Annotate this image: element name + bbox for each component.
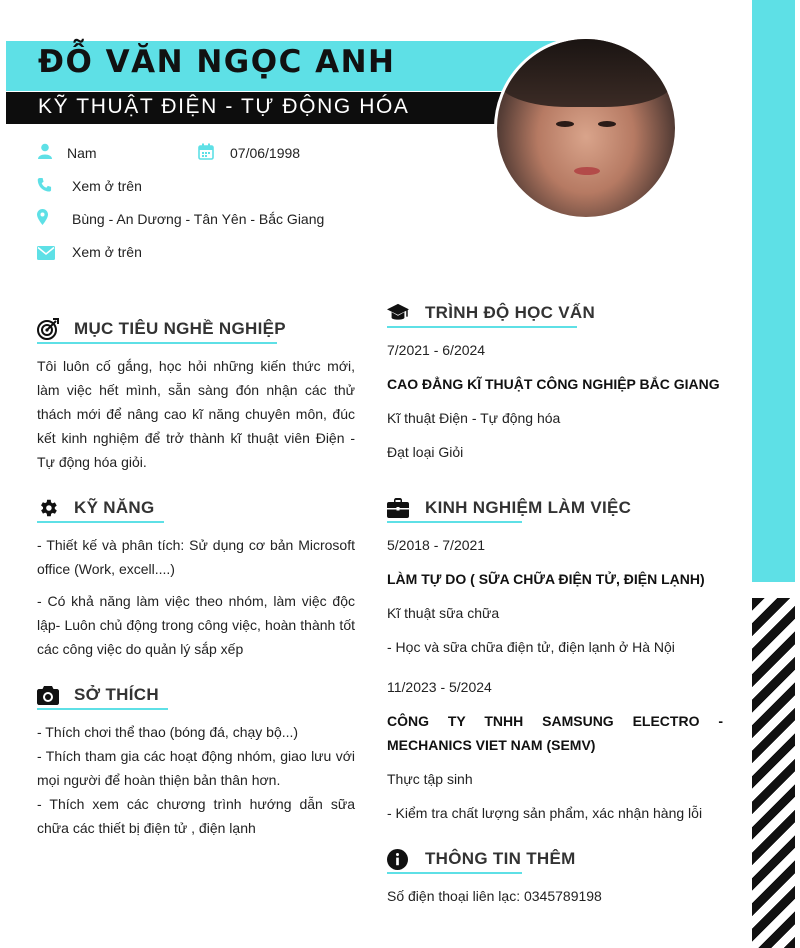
skills-title: KỸ NĂNG [74,498,155,517]
graduation-cap-icon [387,302,409,324]
extra-underline [387,872,522,874]
hobby-item: - Thích chơi thể thao (bóng đá, chạy bộ...) [37,724,299,740]
hobbies-underline [37,708,168,710]
mail-icon [37,246,55,260]
birthdate: 07/06/1998 [230,145,301,161]
job-description: - Kiểm tra chất lượng sản phẩm, xác nhận hàng lỗi [387,805,703,821]
right-accent-bar [752,0,795,582]
job-description: - Học và sữa chữa điện tử, điện lạnh ở Hà Nội [387,639,675,655]
striped-decoration [752,598,795,948]
job-company: CÔNG TY TNHH SAMSUNG ELECTRO - MECHANICS VIET NAM (SEMV) [387,713,723,753]
skill-item: - Có khả năng làm việc theo nhóm, làm việc độc lập- Luôn chủ động trong công việc, hoàn thành tốt các công việc do quản lý sắp xếp [37,593,355,657]
education-period: 7/2021 - 6/2024 [387,342,486,358]
job-title: KỸ THUẬT ĐIỆN - TỰ ĐỘNG HÓA [38,95,410,118]
hobby-item: - Thích tham gia các hoạt động nhóm, giao lưu với mọi người để hoàn thiện bản thân hơn. [37,748,355,788]
camera-icon [37,685,59,705]
job-role: Thực tập sinh [387,771,473,787]
skill-item: - Thiết kế và phân tích: Sử dụng cơ bản Microsoft office (Work, excell....) [37,537,355,577]
job-role: Kĩ thuật sữa chữa [387,605,500,621]
location-icon [37,209,48,225]
extra-title: THÔNG TIN THÊM [425,849,576,868]
gear-icon [37,497,59,519]
objective-text: Tôi luôn cố gắng, học hỏi những kiến thức mới, làm việc hết mình, sẵn sàng đón nhận các thử thách mới để nâng cao kĩ năng chuyên môn, đúc kết kinh nghiệm để trở thành kĩ thuật viên Điện - Tự động hóa giỏi. [37,358,355,470]
phone: Xem ở trên [72,178,142,194]
objective-title: MỤC TIÊU NGHỀ NGHIỆP [74,319,286,338]
briefcase-icon [387,498,409,518]
job-company: LÀM TỰ DO ( SỮA CHỮA ĐIỆN TỬ, ĐIỆN LẠNH) [387,571,705,587]
full-name: ĐỖ VĂN NGỌC ANH [38,44,396,80]
phone-icon [37,177,52,192]
experience-title: KINH NGHIỆM LÀM VIỆC [425,498,632,517]
gender: Nam [67,145,97,161]
info-icon [387,849,408,870]
hobby-item: - Thích xem các chương trình hướng dẫn sữa chữa các thiết bị điện tử , điện lạnh [37,796,355,836]
education-major: Kĩ thuật Điện - Tự động hóa [387,410,561,426]
email: Xem ở trên [72,244,142,260]
education-title: TRÌNH ĐỘ HỌC VẤN [425,303,596,322]
hobbies-title: SỞ THÍCH [74,685,159,704]
extra-phone: Số điện thoại liên lạc: 0345789198 [387,888,602,904]
objective-underline [37,342,277,344]
calendar-icon [198,143,214,160]
education-underline [387,326,577,328]
target-icon [37,318,59,340]
job-period: 11/2023 - 5/2024 [387,679,492,695]
address: Bùng - An Dương - Tân Yên - Bắc Giang [72,211,325,227]
user-icon [37,143,53,159]
job-period: 5/2018 - 7/2021 [387,537,486,553]
skills-underline [37,521,164,523]
school-name: CAO ĐẲNG KĨ THUẬT CÔNG NGHIỆP BẮC GIANG [387,376,720,392]
education-grade: Đạt loại Giỏi [387,444,464,460]
experience-underline [387,521,522,523]
profile-photo [494,36,678,220]
